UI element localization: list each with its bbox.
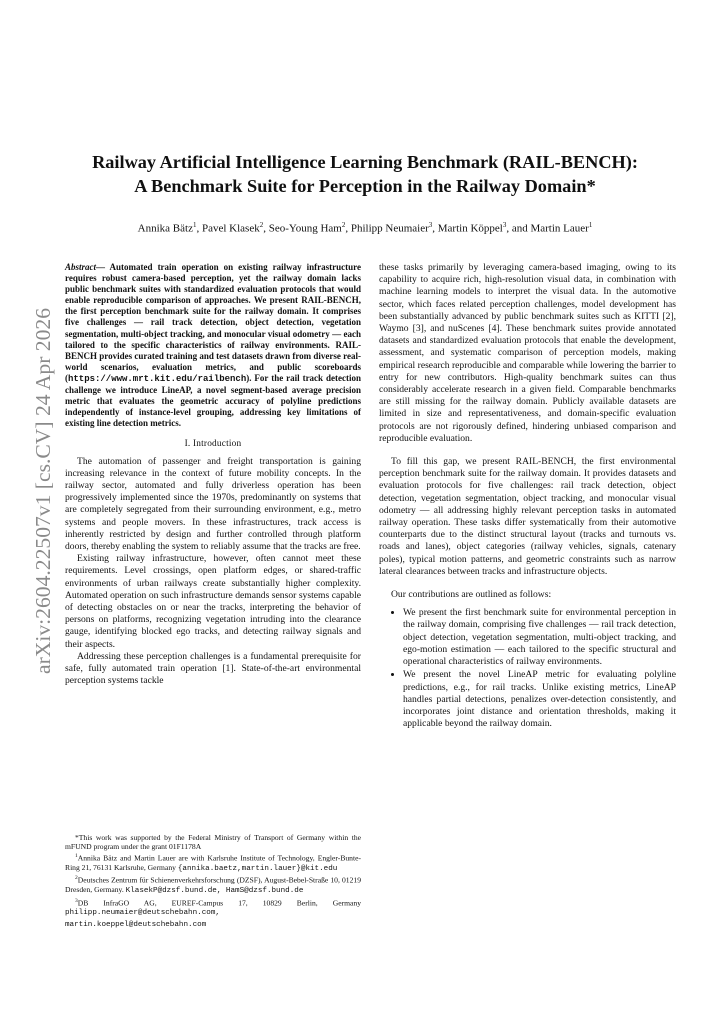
author-separator: , <box>432 222 438 235</box>
footnote-2 <box>65 874 361 896</box>
author-name: Pavel Klasek <box>201 222 260 235</box>
contribution-item: • We present the first benchmark suite for environmental perception in the railway domain, comprising five challenges — rail track detection, object detection, vegetation segmentation, multi-object tracking, and ego-motion estimation — each tailored to the specific structural and operational characteristics of railway environments. <box>403 607 676 668</box>
intro-paragraph-3: Addressing these perception challenges is a fundamental prerequisite for safe, fully automated train operation [1]. State-of-the-art environmental perception systems tackle <box>65 650 361 687</box>
author-list <box>40 218 690 236</box>
author-separator: , <box>196 222 202 235</box>
section-heading-introduction: I. Introduction <box>184 439 242 450</box>
author-name: Seo-Young Ham <box>268 222 342 235</box>
author-affiliation-mark: 3 <box>502 221 507 229</box>
footnote-funding-text: *This work was supported by the Federal Ministry of Transport of Germany within the mFUND program under the grant 01F1178A <box>65 833 361 852</box>
intro-paragraph-5: To fill this gap, we present RAIL-BENCH, the first environmental perception benchmark suite for the railway domain. It provides datasets and evaluation protocols for five challenges: rail track detection, object detection, vegetation segmentation, object tracking, and monocular visual odometry — all addressing highly relevant perception tasks in automated railway operation. These tasks differ systematically from their automotive counterparts due to the distinct structural layout (tracks and turnouts vs. roads and lanes), object categories (railway vehicles, signals, catenary poles), typical motion patterns, and geometric constraints such as narrow lateral clearances between tracks and infrastructure objects. <box>379 456 676 577</box>
footnote-3-email[interactable]: philipp.neumaier@deutschebahn.com, martin.koeppel@deutschebahn.com <box>65 909 220 929</box>
arxiv-stamp-text: arXiv:2604.22507v1 [cs.CV] 24 Apr 2026 <box>31 309 55 674</box>
footnote-2-email[interactable]: KlasekP@dzsf.bund.de, HamS@dzsf.bund.de <box>125 887 304 896</box>
author-affiliation-mark: 1 <box>588 221 593 229</box>
author-separator: , and <box>506 222 531 235</box>
author-affiliation-mark: 3 <box>428 221 433 229</box>
footnote-1-text: Annika Bätz and Martin Lauer are with Karlsruhe Institute of Technology, Engler-Bunte-Ring 21, 76131 Karlsruhe, Germany <box>65 853 361 872</box>
author-name: Annika Bätz <box>137 222 193 235</box>
arxiv-stamp <box>6 300 66 680</box>
author-name: Martin Köppel <box>437 222 503 235</box>
footnote-funding <box>65 833 361 852</box>
left-column <box>65 262 361 687</box>
footnote-2-mark: 2 <box>75 875 78 882</box>
right-column <box>379 262 676 731</box>
intro-paragraph-4: these tasks primarily by leveraging camera-based imaging, owing to its capability to acquire rich, high-resolution visual data, in combination with machine learning models to interpret the visual data. In the automotive sector, which faces related perception challenges, model development has been substantially advanced by public benchmark suites such as KITTI [2], Waymo [3], and nuScenes [4]. These benchmark suites provide annotated datasets and standardized evaluation protocols that enable the development, assessment, and systematic comparison of perception models, making empirical research reproducible and comparable while lowering the barrier to entry for new contributors. High-quality benchmark suites can thus considerably accelerate research in a given field. Comparable benchmarks are still missing for the railway domain. Publicly available datasets are limited in size and representativeness, and domain-specific evaluation protocols are not rigorously defined, hindering unbiased comparison and reproducible evaluation. <box>379 262 677 444</box>
author-affiliation-mark: 1 <box>192 221 197 229</box>
contributions-list <box>379 607 676 730</box>
contributions-intro: Our contributions are outlined as follows: <box>391 589 552 601</box>
footnote-3-text: DB InfraGO AG, EUREF-Campus 17, 10829 Berlin, Germany <box>77 898 361 908</box>
intro-paragraph-1: The automation of passenger and freight transportation is gaining increasing relevance in the context of future mobility concepts. In the railway sector, automated and fully driverless operation has been progressively implemented since the 1970s, predominantly on systems that are completely segregated from their surrounding environment, e.g., metro systems and people movers. In these infrastructures, track access is inherently restricted by design and further controlled through platform doors, thereby enabling the system to reliably assume that the tracks are free. <box>65 455 361 553</box>
footnote-1-mark: 1 <box>75 852 78 859</box>
author-name: Philipp Neumaier <box>350 222 429 235</box>
footnotes <box>65 833 361 930</box>
contribution-item: • We present the novel LineAP metric for evaluating polyline predictions, e.g., for rail tracks. Unlike existing metrics, LineAP handles partial detections, penalizes over-detection consistently, and incorporates joint distance and orientation thresholds, making it applicable beyond the railway domain. <box>403 669 676 730</box>
author-separator: , <box>345 222 351 235</box>
title-line-2: A Benchmark Suite for Perception in the Railway Domain* <box>134 176 596 196</box>
footnote-1 <box>65 852 361 874</box>
intro-paragraph-2: Existing railway infrastructure, however, often cannot meet these requirements. Level crossings, open platform edges, or shared-traffic environments of urban railways create substantially higher complexity. Automated operation on such infrastructure demands sensor systems capable of detecting obstacles on or near the tracks, interpreting the behavior of persons on platforms, recognizing vegetation intruding into the clearance gauge, identifying blocked ego tracks, and detecting railway signals and their aspects. <box>65 553 361 650</box>
author-affiliation-mark: 2 <box>259 221 264 229</box>
footnote-2-text: Deutsches Zentrum für Schienenverkehrsforschung (DZSF), August-Bebel-Straße 10, 01219 Dresden, Germany. <box>65 875 361 895</box>
abstract-text-1: Automated train operation on existing railway infrastructure requires robust camera-based perception, yet the railway domain lacks public benchmark suites with standardized evaluation protocols that would enable reproducible comparison of approaches. We present RAIL-BENCH, the first perception benchmark suite for the railway domain. It comprises five challenges — rail track detection, object detection, vegetation segmentation, multi-object tracking, and monocular visual odometry — each tailored to the specific characteristics of railway environments. RAIL-BENCH provides curated training and test datasets drawn from diverse real-world scenarios, evaluation metrics, and public scoreboards ( <box>65 262 361 383</box>
paper-title <box>60 150 670 198</box>
abstract-text-2: ). For the rail track detection challenge we introduce LineAP, a novel segment-based average precision metric that evaluates the geometric accuracy of polyline predictions independently of instance-level grouping, addressing key limitations of existing line detection metrics. <box>65 372 361 429</box>
author-separator: , <box>263 222 269 235</box>
author-affiliation-mark: 2 <box>341 221 346 229</box>
title-line-1: Railway Artificial Intelligence Learning Benchmark (RAIL-BENCH): <box>92 152 638 172</box>
abstract-dash: — <box>96 262 110 272</box>
footnote-3 <box>65 897 361 931</box>
abstract <box>65 262 361 429</box>
footnote-1-email[interactable]: {annika.baetz,martin.lauer}@kit.edu <box>177 864 338 873</box>
footnote-3-mark: 3 <box>75 897 78 904</box>
abstract-url[interactable]: https://www.mrt.kit.edu/railbench <box>68 373 247 384</box>
author-name: Martin Lauer <box>530 222 589 235</box>
abstract-lead: Abstract <box>65 262 97 272</box>
